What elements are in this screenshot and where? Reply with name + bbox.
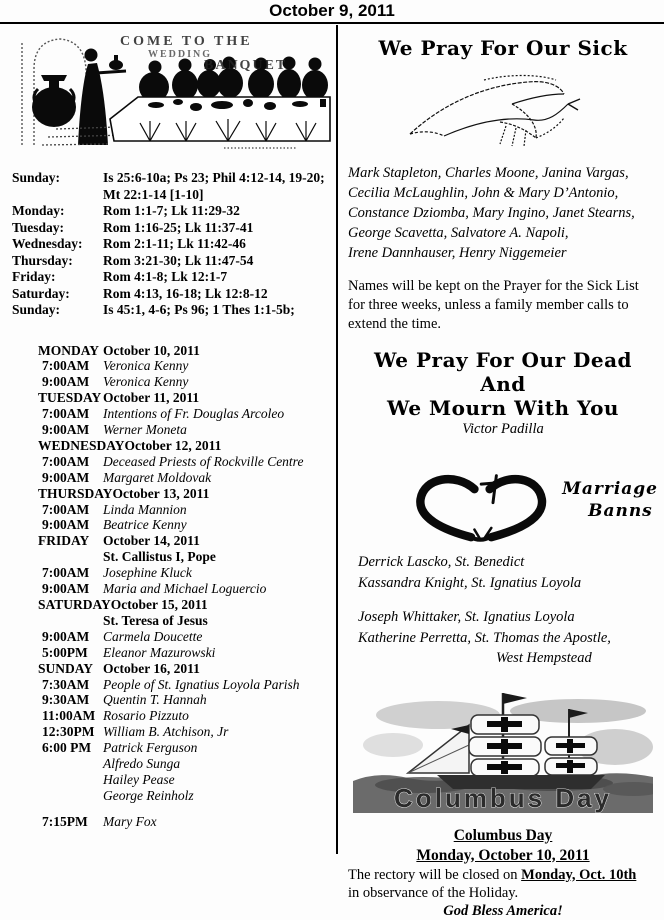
mass-row — [12, 565, 336, 581]
mass-row — [12, 613, 336, 629]
mass-row — [12, 788, 336, 804]
mass-row — [12, 470, 336, 486]
reading-row — [12, 220, 336, 237]
banns-entry: Joseph Whittaker, St. Ignatius Loyola — [358, 609, 575, 625]
mass-intention: Linda Mannion — [103, 501, 187, 517]
mass-row — [12, 772, 336, 788]
mass-time: 11:00AM — [42, 708, 96, 724]
mass-time — [12, 613, 103, 629]
reading-row — [12, 236, 336, 253]
mass-time: 9:00AM — [42, 581, 90, 597]
reading-row — [12, 170, 336, 203]
mass-time: 7:30AM — [42, 676, 90, 692]
mass-row — [12, 533, 336, 549]
sick-name-line: Mark Stapleton, Charles Moone, Janina Vargas, — [348, 165, 629, 181]
heart-cross-image — [402, 464, 562, 548]
notice-body-bold-date: Monday, Oct. 10th — [521, 866, 637, 883]
mass-time: 9:00AM — [42, 422, 90, 438]
mass-intention: William B. Atchison, Jr — [103, 724, 229, 740]
mass-time: WEDNESDAY — [38, 437, 125, 453]
reading-day-label: Monday: — [12, 203, 65, 218]
mass-row — [12, 645, 336, 661]
notice-body-prefix: The rectory will be closed on — [348, 866, 522, 883]
bulletin-body — [0, 24, 664, 920]
mass-row — [12, 814, 336, 830]
mass-time: 9:30AM — [42, 692, 90, 708]
mass-time: 7:00AM — [42, 565, 90, 581]
sick-name-line: Constance Dziomba, Mary Ingino, Janet Stearns, — [348, 205, 635, 221]
banns-entry: West Hempstead — [496, 650, 592, 666]
left-column — [0, 24, 336, 920]
reading-row — [12, 253, 336, 270]
mass-intention: George Reinholz — [103, 787, 194, 803]
mass-row — [12, 438, 336, 454]
mass-time — [12, 804, 103, 814]
mass-intention: St. Teresa of Jesus — [103, 612, 208, 628]
mass-row — [12, 581, 336, 597]
mass-time: 9:00AM — [42, 374, 90, 390]
reading-citation: Rom 3:21-30; Lk 11:47-54 — [103, 252, 254, 268]
reading-day-label: Friday: — [12, 269, 56, 284]
mass-time: FRIDAY — [38, 533, 90, 549]
mass-row — [12, 549, 336, 565]
mass-intention: Margaret Moldovak — [103, 469, 212, 485]
mass-row — [12, 486, 336, 502]
right-column — [336, 24, 664, 920]
banns-entry: Derrick Lascko, St. Benedict — [358, 554, 525, 570]
banquet-caption-top: COME TO THE — [120, 34, 253, 49]
mass-intention: Intentions of Fr. Douglas Arcoleo — [103, 406, 285, 422]
dead-heading-line2: We Mourn With You — [387, 396, 619, 420]
banns-label-line2: Banns — [588, 501, 653, 521]
mass-time: 12:30PM — [42, 724, 95, 740]
mass-intention: October 15, 2011 — [110, 597, 208, 612]
mass-row — [12, 692, 336, 708]
columbus-ship-image — [353, 685, 653, 813]
mass-intention: Alfredo Sunga — [103, 756, 181, 772]
reading-citation: Rom 4:13, 16-18; Lk 12:8-12 — [103, 285, 268, 301]
mass-time — [12, 788, 103, 804]
mass-row — [12, 724, 336, 740]
reading-citation: Rom 1:1-7; Lk 11:29-32 — [103, 203, 240, 218]
reading-citation: Is 25:6-10a; Ps 23; Phil 4:12-14, 19-20; Mt 22:1-14 [1-10] — [103, 170, 325, 202]
mass-intention: Carmela Doucette — [103, 628, 203, 644]
columbus-notice-title: Columbus Day — [453, 826, 553, 844]
banns-entries — [358, 552, 658, 669]
mass-time: 7:00AM — [42, 406, 90, 422]
mass-row — [12, 629, 336, 645]
mass-time: 9:00AM — [42, 517, 90, 533]
mass-time: 7:00AM — [42, 358, 90, 374]
banns-label — [562, 478, 658, 522]
sick-note: Names will be kept on the Prayer for the Sick List for three weeks, unless a family member calls to extend the time. — [348, 278, 639, 332]
mass-intention: People of St. Ignatius Loyola Parish — [103, 676, 300, 692]
mass-intention: Patrick Ferguson — [103, 740, 198, 756]
mass-time — [12, 549, 103, 565]
mass-row — [12, 390, 336, 406]
notice-body-line2: in observance of the Holiday. — [348, 884, 519, 901]
mass-row — [12, 517, 336, 533]
mass-row — [12, 804, 336, 814]
reading-citation: Rom 2:1-11; Lk 11:42-46 — [103, 236, 246, 251]
sick-name-line: George Scavetta, Salvatore A. Napoli, — [348, 225, 569, 241]
reading-day-label: Wednesday: — [12, 236, 83, 251]
mass-intention: Maria and Michael Loguercio — [103, 581, 267, 597]
mass-row — [12, 454, 336, 470]
ship-caption: Columbus Day — [393, 782, 613, 813]
reading-row — [12, 203, 336, 220]
reading-row — [12, 302, 336, 319]
reading-day-label: Tuesday: — [12, 219, 65, 235]
mass-time: 7:00AM — [42, 501, 90, 517]
mass-intention — [103, 804, 336, 814]
mass-row — [12, 708, 336, 724]
mass-row — [12, 677, 336, 693]
mass-intention: October 11, 2011 — [103, 390, 200, 406]
mass-row — [12, 422, 336, 438]
mass-time — [12, 756, 103, 772]
mass-row — [12, 374, 336, 390]
reading-row — [12, 286, 336, 303]
banquet-caption-mid: WEDDING — [148, 49, 213, 60]
reading-citation: Rom 1:16-25; Lk 11:37-41 — [103, 219, 254, 235]
mass-intention: Werner Moneta — [103, 422, 187, 438]
mass-intention: Mary Fox — [103, 813, 157, 829]
dove-illustration — [348, 62, 658, 159]
dove-image — [388, 62, 618, 154]
mass-intention: October 13, 2011 — [112, 485, 210, 501]
mass-intention: October 10, 2011 — [103, 342, 200, 358]
deceased-name: Victor Padilla — [462, 421, 544, 437]
mass-time: TUESDAY — [38, 390, 102, 406]
reading-row — [12, 269, 336, 286]
mass-intention: October 16, 2011 — [103, 660, 200, 676]
mass-intention: Veronica Kenny — [103, 374, 189, 390]
mass-time: 9:00AM — [42, 469, 90, 485]
mass-row — [12, 358, 336, 374]
mass-intention: Beatrice Kenny — [103, 517, 187, 533]
sick-heading: We Pray For Our Sick — [378, 36, 628, 60]
mass-time: SUNDAY — [38, 660, 94, 676]
mass-row — [12, 661, 336, 677]
columbus-notice — [348, 826, 658, 920]
sick-names-list — [348, 163, 658, 263]
mass-intention: Deceased Priests of Rockville Centre — [103, 453, 304, 469]
page-title: October 9, 2011 — [269, 1, 395, 20]
reading-day-label: Saturday: — [12, 285, 70, 301]
mass-intention: October 14, 2011 — [103, 533, 200, 549]
banquet-caption-bottom: BANQUET — [204, 58, 288, 73]
mass-row — [12, 597, 336, 613]
columbus-notice-body — [348, 866, 658, 902]
mass-row — [12, 756, 336, 772]
mass-schedule — [12, 343, 336, 830]
mass-intention: Rosario Pizzuto — [103, 708, 189, 724]
mass-intention: Quentin T. Hannah — [103, 692, 207, 708]
mass-time: 9:00AM — [42, 628, 90, 644]
wedding-banquet-image — [8, 27, 334, 153]
columbus-illustration — [348, 685, 658, 818]
mass-intention: October 12, 2011 — [124, 437, 222, 453]
mass-row — [12, 406, 336, 422]
columbus-notice-date: Monday, October 10, 2011 — [416, 846, 590, 864]
mass-time: 6:00 PM — [42, 740, 92, 756]
dead-heading-line1: We Pray For Our Dead And — [373, 348, 633, 396]
mass-row — [12, 740, 336, 756]
mass-time — [12, 772, 103, 788]
mass-time: 5:00PM — [42, 644, 88, 660]
reading-citation: Is 45:1, 4-6; Ps 96; 1 Thes 1:1-5b; — [103, 302, 295, 317]
sick-name-line: Cecilia McLaughlin, John & Mary D’Antonio, — [348, 185, 619, 201]
mass-time: THURSDAY — [38, 485, 113, 501]
mass-time: 7:00AM — [42, 453, 90, 469]
mass-intention: St. Callistus I, Pope — [103, 549, 216, 565]
mass-intention: Hailey Pease — [103, 771, 175, 787]
sick-name-line: Irene Dannhauser, Henry Niggemeier — [348, 245, 567, 261]
mass-intention: Josephine Kluck — [103, 565, 192, 581]
reading-day-label: Sunday: — [12, 170, 61, 185]
mass-row — [12, 343, 336, 359]
banns-label-line1: Marriage — [562, 479, 658, 499]
banquet-illustration — [8, 27, 336, 158]
weekly-readings — [12, 170, 336, 319]
mass-row — [12, 502, 336, 518]
banns-entry: Katherine Perretta, St. Thomas the Apostle, — [358, 629, 611, 646]
dead-heading — [348, 348, 658, 420]
god-bless-closing: God Bless America! — [443, 902, 563, 919]
banns-entry — [358, 593, 658, 607]
banns-entry: Kassandra Knight, St. Ignatius Loyola — [358, 574, 582, 591]
mass-time: SATURDAY — [38, 597, 111, 612]
reading-day-label: Sunday: — [12, 302, 61, 317]
mass-time: 7:15PM — [42, 813, 88, 829]
column-divider — [336, 25, 338, 854]
mass-time: MONDAY — [38, 342, 100, 358]
mass-intention: Eleanor Mazurowski — [103, 644, 216, 660]
marriage-banns-art — [348, 464, 658, 548]
mass-intention: Veronica Kenny — [103, 358, 189, 374]
reading-citation: Rom 4:1-8; Lk 12:1-7 — [103, 269, 228, 284]
reading-day-label: Thursday: — [12, 252, 73, 268]
